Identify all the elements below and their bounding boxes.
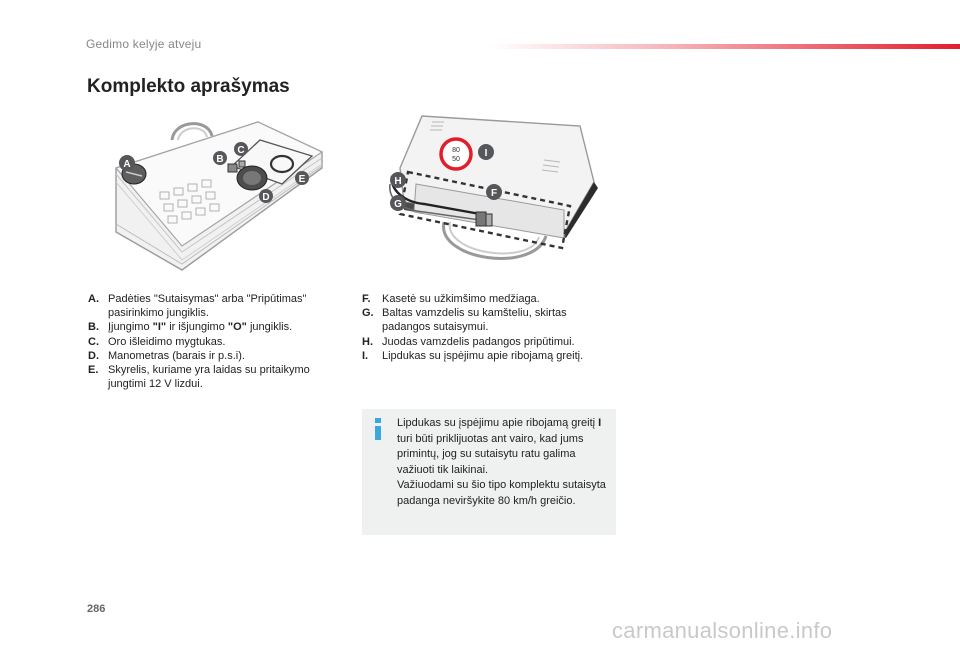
list-item <box>362 349 617 363</box>
svg-text:G: G <box>394 199 402 210</box>
item-label: C. <box>88 335 99 348</box>
marker-a <box>119 155 135 171</box>
item-text: Įjungimo "I" ir išjungimo "O" jungiklis. <box>108 321 293 334</box>
item-label: H. <box>362 335 373 348</box>
item-text: Juodas vamzdelis padangos pripūtimui. <box>382 335 575 348</box>
kit-underside-illustration <box>384 110 606 278</box>
item-text: Manometras (barais ir p.s.i). <box>108 349 245 362</box>
list-item <box>88 320 343 334</box>
list-item <box>88 349 343 363</box>
marker-c <box>234 142 248 156</box>
item-label: B. <box>88 321 99 334</box>
sticker-speed-top: 80 <box>452 147 460 154</box>
page-title: Komplekto aprašymas <box>87 76 290 97</box>
item-label: F. <box>362 293 371 305</box>
marker-h <box>390 172 406 188</box>
marker-d <box>259 189 273 203</box>
item-text: Baltas vamzdelis su kamšteliu, skirtas padangos sutaisymui. <box>382 307 567 334</box>
svg-text:D: D <box>262 192 270 203</box>
footer-watermark: carmanualsonline.info <box>612 618 833 643</box>
list-item <box>362 335 617 349</box>
item-text: Kasetė su užkimšimo medžiaga. <box>382 293 540 305</box>
svg-text:F: F <box>490 188 498 199</box>
marker-e <box>295 171 309 185</box>
sticker-speed-bottom: 50 <box>452 156 460 163</box>
svg-text:E: E <box>298 174 306 185</box>
item-label: A. <box>88 293 99 305</box>
compressor-kit-illustration <box>112 112 332 277</box>
section-header: Gedimo kelyje atveju <box>86 37 202 51</box>
marker-i <box>478 144 494 160</box>
item-text: Lipdukas su įspėjimu apie ribojamą greitį. <box>382 349 584 362</box>
note-text: Lipdukas su įspėjimu apie ribojamą greitį I turi būti priklijuotas ant vairo, kad jums primintų, jog su sutaisytu ratu galima važiuoti tik laikinai. Važiuodami su šio tipo komplektu sutaisyta padanga neviršykite 80 km/h greičio. <box>397 417 606 507</box>
marker-b <box>213 151 227 165</box>
component-list-left <box>88 292 343 391</box>
item-text: Padėties "Sutaisymas" arba "Pripūtimas" pasirinkimo jungiklis. <box>108 293 307 320</box>
item-label: D. <box>88 349 99 362</box>
note-second-paragraph: Važiuodami su šio tipo komplektu sutaisyta padanga neviršykite 80 km/h greičio. <box>397 479 606 507</box>
item-label: G. <box>362 307 374 320</box>
item-label: I. <box>362 349 369 362</box>
svg-text:B: B <box>216 154 224 165</box>
item-text: Oro išleidimo mygtukas. <box>108 335 226 348</box>
page-number: 286 <box>87 603 106 615</box>
marker-f <box>486 184 502 200</box>
list-item <box>88 363 343 391</box>
list-item <box>362 306 617 334</box>
header-rule <box>490 44 960 49</box>
marker-g <box>390 195 406 211</box>
item-label: E. <box>88 364 99 377</box>
svg-text:C: C <box>237 145 245 156</box>
info-note <box>362 409 616 535</box>
item-text: Skyrelis, kuriame yra laidas su pritaikymo jungtimi 12 V lizdui. <box>108 364 310 391</box>
svg-text:A: A <box>123 159 131 170</box>
info-icon <box>372 418 384 440</box>
list-item <box>88 292 343 320</box>
component-list-right <box>362 292 617 363</box>
svg-text:H: H <box>394 176 402 187</box>
list-item <box>362 292 617 306</box>
svg-text:I: I <box>484 148 488 159</box>
list-item <box>88 335 343 349</box>
